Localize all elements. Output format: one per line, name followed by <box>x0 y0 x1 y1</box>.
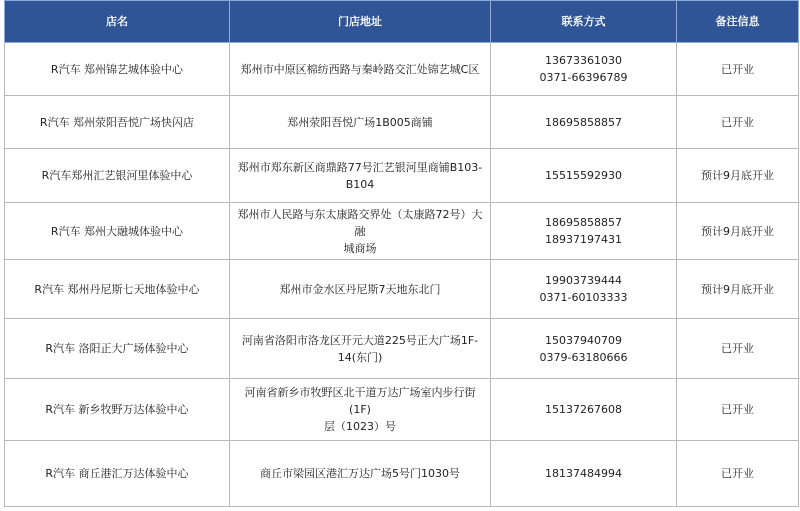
phone-number: 0371-66396789 <box>539 71 628 84</box>
address-line: B104 <box>345 177 375 191</box>
phone-number: 0379-63180666 <box>539 350 628 364</box>
store-address-cell <box>230 319 491 379</box>
store-address-cell <box>230 96 491 149</box>
table-row <box>5 43 799 96</box>
store-address-cell <box>230 203 491 260</box>
store-name-cell: R汽车郑州汇艺银河里体验中心 <box>5 149 230 203</box>
store-name-cell: R汽车 新乡牧野万达体验中心 <box>5 379 230 441</box>
phone-number: 15037940709 <box>545 333 622 347</box>
table-row <box>5 203 799 260</box>
contact-cell <box>491 203 677 260</box>
store-address-cell <box>230 149 491 203</box>
store-address-cell <box>230 441 491 507</box>
address-line: 河南省洛阳市洛龙区开元大道225号正大广场1F- <box>241 333 479 347</box>
store-address-cell <box>230 260 491 319</box>
address-line: 商丘市梁园区港汇万达广场5号门1030号 <box>260 467 460 480</box>
address-line: 郑州荥阳吾悦广场1B005商铺 <box>287 115 433 129</box>
status-note-cell: 已开业 <box>677 441 799 507</box>
header-row <box>5 1 799 43</box>
address-line: 14(东门) <box>337 350 383 364</box>
contact-cell <box>491 379 677 441</box>
status-note-cell: 已开业 <box>677 379 799 441</box>
contact-cell <box>491 43 677 96</box>
table-row <box>5 260 799 319</box>
store-name-cell: R汽车 洛阳正大广场体验中心 <box>5 319 230 379</box>
status-note-cell: 已开业 <box>677 96 799 149</box>
table-row <box>5 319 799 379</box>
store-name-cell: R汽车 郑州丹尼斯七天地体验中心 <box>5 260 230 319</box>
contact-cell <box>491 319 677 379</box>
store-name-cell: R汽车 郑州锦艺城体验中心 <box>5 43 230 96</box>
phone-number: 18695858857 <box>545 216 622 229</box>
address-line: 郑州市人民路与东太康路交界处（太康路72号）大融 <box>237 207 483 238</box>
store-name-cell: R汽车 郑州大融城体验中心 <box>5 203 230 260</box>
contact-cell <box>491 441 677 507</box>
table-header <box>5 1 799 43</box>
store-name-cell: R汽车 郑州荥阳吾悦广场快闪店 <box>5 96 230 149</box>
phone-number: 19903739444 <box>545 274 622 287</box>
table-body <box>5 43 799 507</box>
address-line: 城商场 <box>343 241 377 255</box>
table-row <box>5 96 799 149</box>
status-note-cell: 已开业 <box>677 319 799 379</box>
address-line: 郑州市金水区丹尼斯7天地东北门 <box>279 282 441 296</box>
contact-cell <box>491 149 677 203</box>
header-store-address: 门店地址 <box>230 1 491 43</box>
phone-number: 15515592930 <box>545 169 622 182</box>
header-note: 备注信息 <box>677 1 799 43</box>
status-note-cell: 已开业 <box>677 43 799 96</box>
store-name-cell: R汽车 商丘港汇万达体验中心 <box>5 441 230 507</box>
contact-cell <box>491 260 677 319</box>
header-contact: 联系方式 <box>491 1 677 43</box>
address-line: 郑州市郑东新区商鼎路77号汇艺银河里商铺B103- <box>237 160 483 174</box>
table-row <box>5 379 799 441</box>
store-table <box>4 0 799 507</box>
status-note-cell: 预计9月底开业 <box>677 149 799 203</box>
phone-number: 15137267608 <box>545 403 622 416</box>
address-line: 河南省新乡市牧野区北干道万达广场室内步行街(1F) <box>244 386 476 416</box>
table-row <box>5 441 799 507</box>
table-row <box>5 149 799 203</box>
phone-number: 13673361030 <box>545 54 622 67</box>
contact-cell <box>491 96 677 149</box>
header-store-name: 店名 <box>5 1 230 43</box>
phone-number: 18137484994 <box>545 467 622 480</box>
store-address-cell <box>230 379 491 441</box>
status-note-cell: 预计9月底开业 <box>677 260 799 319</box>
address-line: 层（1023）号 <box>324 420 396 433</box>
address-line: 郑州市中原区棉纺西路与秦岭路交汇处锦艺城C区 <box>240 62 480 76</box>
phone-number: 18937197431 <box>545 233 622 246</box>
store-address-cell <box>230 43 491 96</box>
phone-number: 0371-60103333 <box>539 291 628 304</box>
status-note-cell: 预计9月底开业 <box>677 203 799 260</box>
phone-number: 18695858857 <box>545 115 622 129</box>
